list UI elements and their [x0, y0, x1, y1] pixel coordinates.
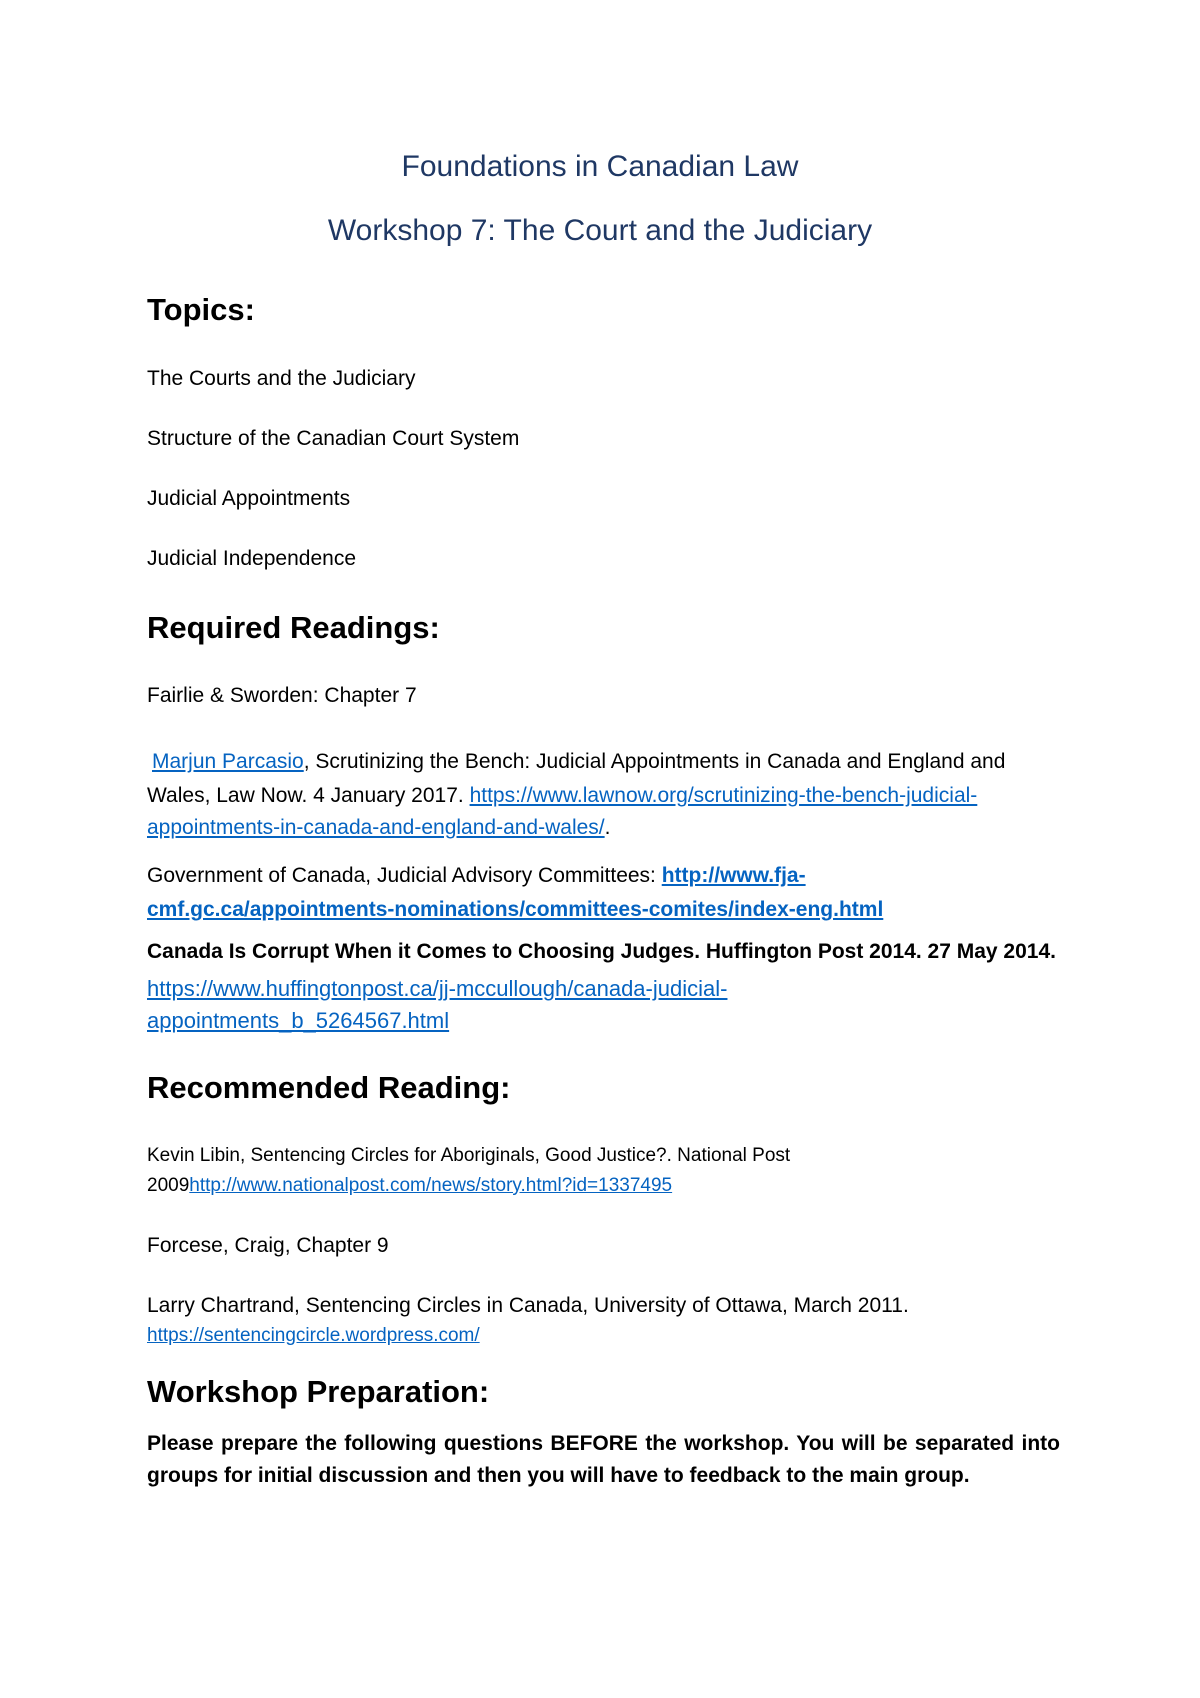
workshop-title: Workshop 7: The Court and the Judiciary [327, 214, 873, 247]
preparation-text-line2: groups for initial discussion and then you will have to feedback to the main group. [147, 1464, 970, 1487]
required-reading-2-line2: Wales, Law Now. 4 January 2017. https://www.lawnow.org/scrutinizing-the-bench-judicial- [147, 784, 978, 807]
nationalpost-link[interactable]: http://www.nationalpost.com/news/story.html?id=1337495 [189, 1175, 673, 1196]
required-reading-2-line1: Marjun Parcasio, Scrutinizing the Bench: Judicial Appointments in Canada and England and [152, 750, 1006, 773]
recommended-reading-3-line2 [147, 1325, 480, 1347]
topic-item: Judicial Appointments [147, 487, 351, 510]
required-reading-3-line2 [147, 898, 883, 922]
recommended-reading-heading: Recommended Reading: [147, 1070, 511, 1105]
required-reading-4-line2 [147, 976, 727, 1002]
required-reading-1: Fairlie & Sworden: Chapter 7 [147, 684, 417, 707]
required-reading-2-line3: appointments-in-canada-and-england-and-wales/. [147, 816, 611, 839]
topic-item: The Courts and the Judiciary [147, 367, 416, 390]
lawnow-link[interactable]: https://www.lawnow.org/scrutinizing-the-bench-judicial- [469, 784, 978, 807]
lawnow-link-continued[interactable]: appointments-in-canada-and-england-and-wales/ [147, 816, 605, 839]
required-readings-heading: Required Readings: [147, 610, 440, 645]
topic-item: Structure of the Canadian Court System [147, 427, 520, 450]
preparation-text-line1: Please prepare the following questions BEFORE the workshop. You will be separated into [147, 1432, 1060, 1455]
recommended-reading-1-line2: 2009http://www.nationalpost.com/news/story.html?id=1337495 [147, 1175, 673, 1196]
huffington-link[interactable]: https://www.huffingtonpost.ca/jj-mccullough/canada-judicial- [147, 976, 728, 1001]
topics-heading: Topics: [147, 292, 255, 327]
huffington-link-continued[interactable]: appointments_b_5264567.html [147, 1008, 450, 1033]
author-link[interactable]: Marjun Parcasio [152, 750, 304, 773]
recommended-reading-2: Forcese, Craig, Chapter 9 [147, 1234, 389, 1257]
topic-item: Judicial Independence [147, 547, 356, 570]
workshop-preparation-heading: Workshop Preparation: [147, 1374, 490, 1409]
recommended-reading-1-line1: Kevin Libin, Sentencing Circles for Aboriginals, Good Justice?. National Post [147, 1145, 791, 1166]
required-reading-3-line1: Government of Canada, Judicial Advisory Committees: http://www.fja- [147, 864, 806, 887]
document-title: Foundations in Canadian Law [401, 150, 799, 183]
required-reading-4-line3 [147, 1008, 449, 1034]
fja-link-continued[interactable]: cmf.gc.ca/appointments-nominations/committees-comites/index-eng.html [147, 898, 884, 921]
fja-link[interactable]: http://www.fja- [661, 864, 806, 887]
required-reading-4-line1: Canada Is Corrupt When it Comes to Choosing Judges. Huffington Post 2014. 27 May 2014. [147, 940, 1056, 963]
sentencingcircle-link[interactable]: https://sentencingcircle.wordpress.com/ [147, 1325, 480, 1346]
recommended-reading-3-line1: Larry Chartrand, Sentencing Circles in Canada, University of Ottawa, March 2011. [147, 1294, 909, 1317]
